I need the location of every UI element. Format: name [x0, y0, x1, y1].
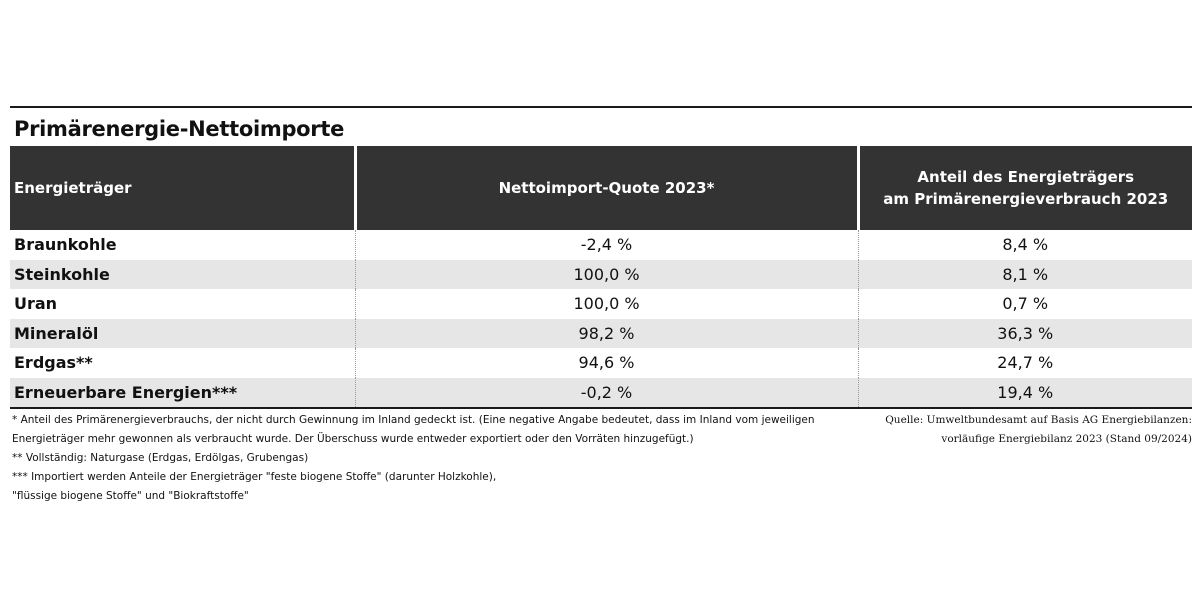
source-note [872, 411, 1192, 506]
row-name: Uran [14, 294, 58, 314]
row-anteil: 8,1 % [858, 260, 1192, 290]
row-anteil: 0,7 % [858, 289, 1192, 319]
footnotes [10, 411, 872, 506]
header-energietraeger: Energieträger [10, 146, 355, 230]
row-anteil: 36,3 % [858, 319, 1192, 349]
header-nettoimport-quote: Nettoimport-Quote 2023* [355, 146, 858, 230]
source-line: Quelle: Umweltbundesamt auf Basis AG Energiebilanzen: [885, 414, 1192, 426]
row-quote: 100,0 % [355, 260, 858, 290]
row-name: Braunkohle [14, 235, 117, 255]
table-figure [10, 106, 1192, 506]
table-row [10, 260, 1192, 290]
footnote-line: *** Importiert werden Anteile der Energieträger "feste biogene Stoffe" (darunter Holzkohle), [12, 471, 497, 483]
table-row [10, 378, 1192, 408]
row-name: Mineralöl [10, 319, 355, 349]
table-row [10, 289, 1192, 319]
row-anteil: 8,4 % [858, 230, 1192, 260]
row-name: Steinkohle [10, 260, 355, 290]
table-row [10, 319, 1192, 349]
page-title: Primärenergie-Nettoimporte [14, 117, 345, 141]
row-quote: -0,2 % [355, 378, 858, 408]
data-table [10, 146, 1192, 407]
footnote-line: ** Vollständig: Naturgase (Erdgas, Erdölgas, Grubengas) [12, 452, 309, 464]
header-anteil [858, 146, 1192, 230]
footnote-line: Energieträger mehr gewonnen als verbraucht wurde. Der Überschuss wurde entweder exportiert oder den Vorräten hinzugefügt.) [12, 433, 694, 445]
row-anteil: 19,4 % [858, 378, 1192, 408]
footnote-line: * Anteil des Primärenergieverbrauchs, der nicht durch Gewinnung im Inland gedeckt ist. (Eine negative Angabe bedeutet, dass im Inland vom jeweiligen [12, 414, 815, 426]
bottom-rule [10, 407, 1192, 409]
table-row [10, 230, 1192, 260]
row-name: Erdgas** [14, 353, 93, 373]
table-row [10, 348, 1192, 378]
header-anteil-line2: am Primärenergieverbrauch 2023 [883, 190, 1169, 208]
row-anteil: 24,7 % [858, 348, 1192, 378]
source-line: vorläufige Energiebilanz 2023 (Stand 09/2024) [941, 433, 1192, 445]
row-quote: 100,0 % [355, 289, 858, 319]
row-name: Erneuerbare Energien*** [10, 378, 355, 408]
row-quote: 94,6 % [355, 348, 858, 378]
table-header-row [10, 146, 1192, 230]
footnote-line: "flüssige biogene Stoffe" und "Biokraftstoffe" [12, 490, 249, 502]
row-quote: 98,2 % [355, 319, 858, 349]
footer [10, 411, 1192, 506]
row-quote: -2,4 % [355, 230, 858, 260]
header-anteil-line1: Anteil des Energieträgers [917, 168, 1135, 186]
top-rule [10, 106, 1192, 108]
